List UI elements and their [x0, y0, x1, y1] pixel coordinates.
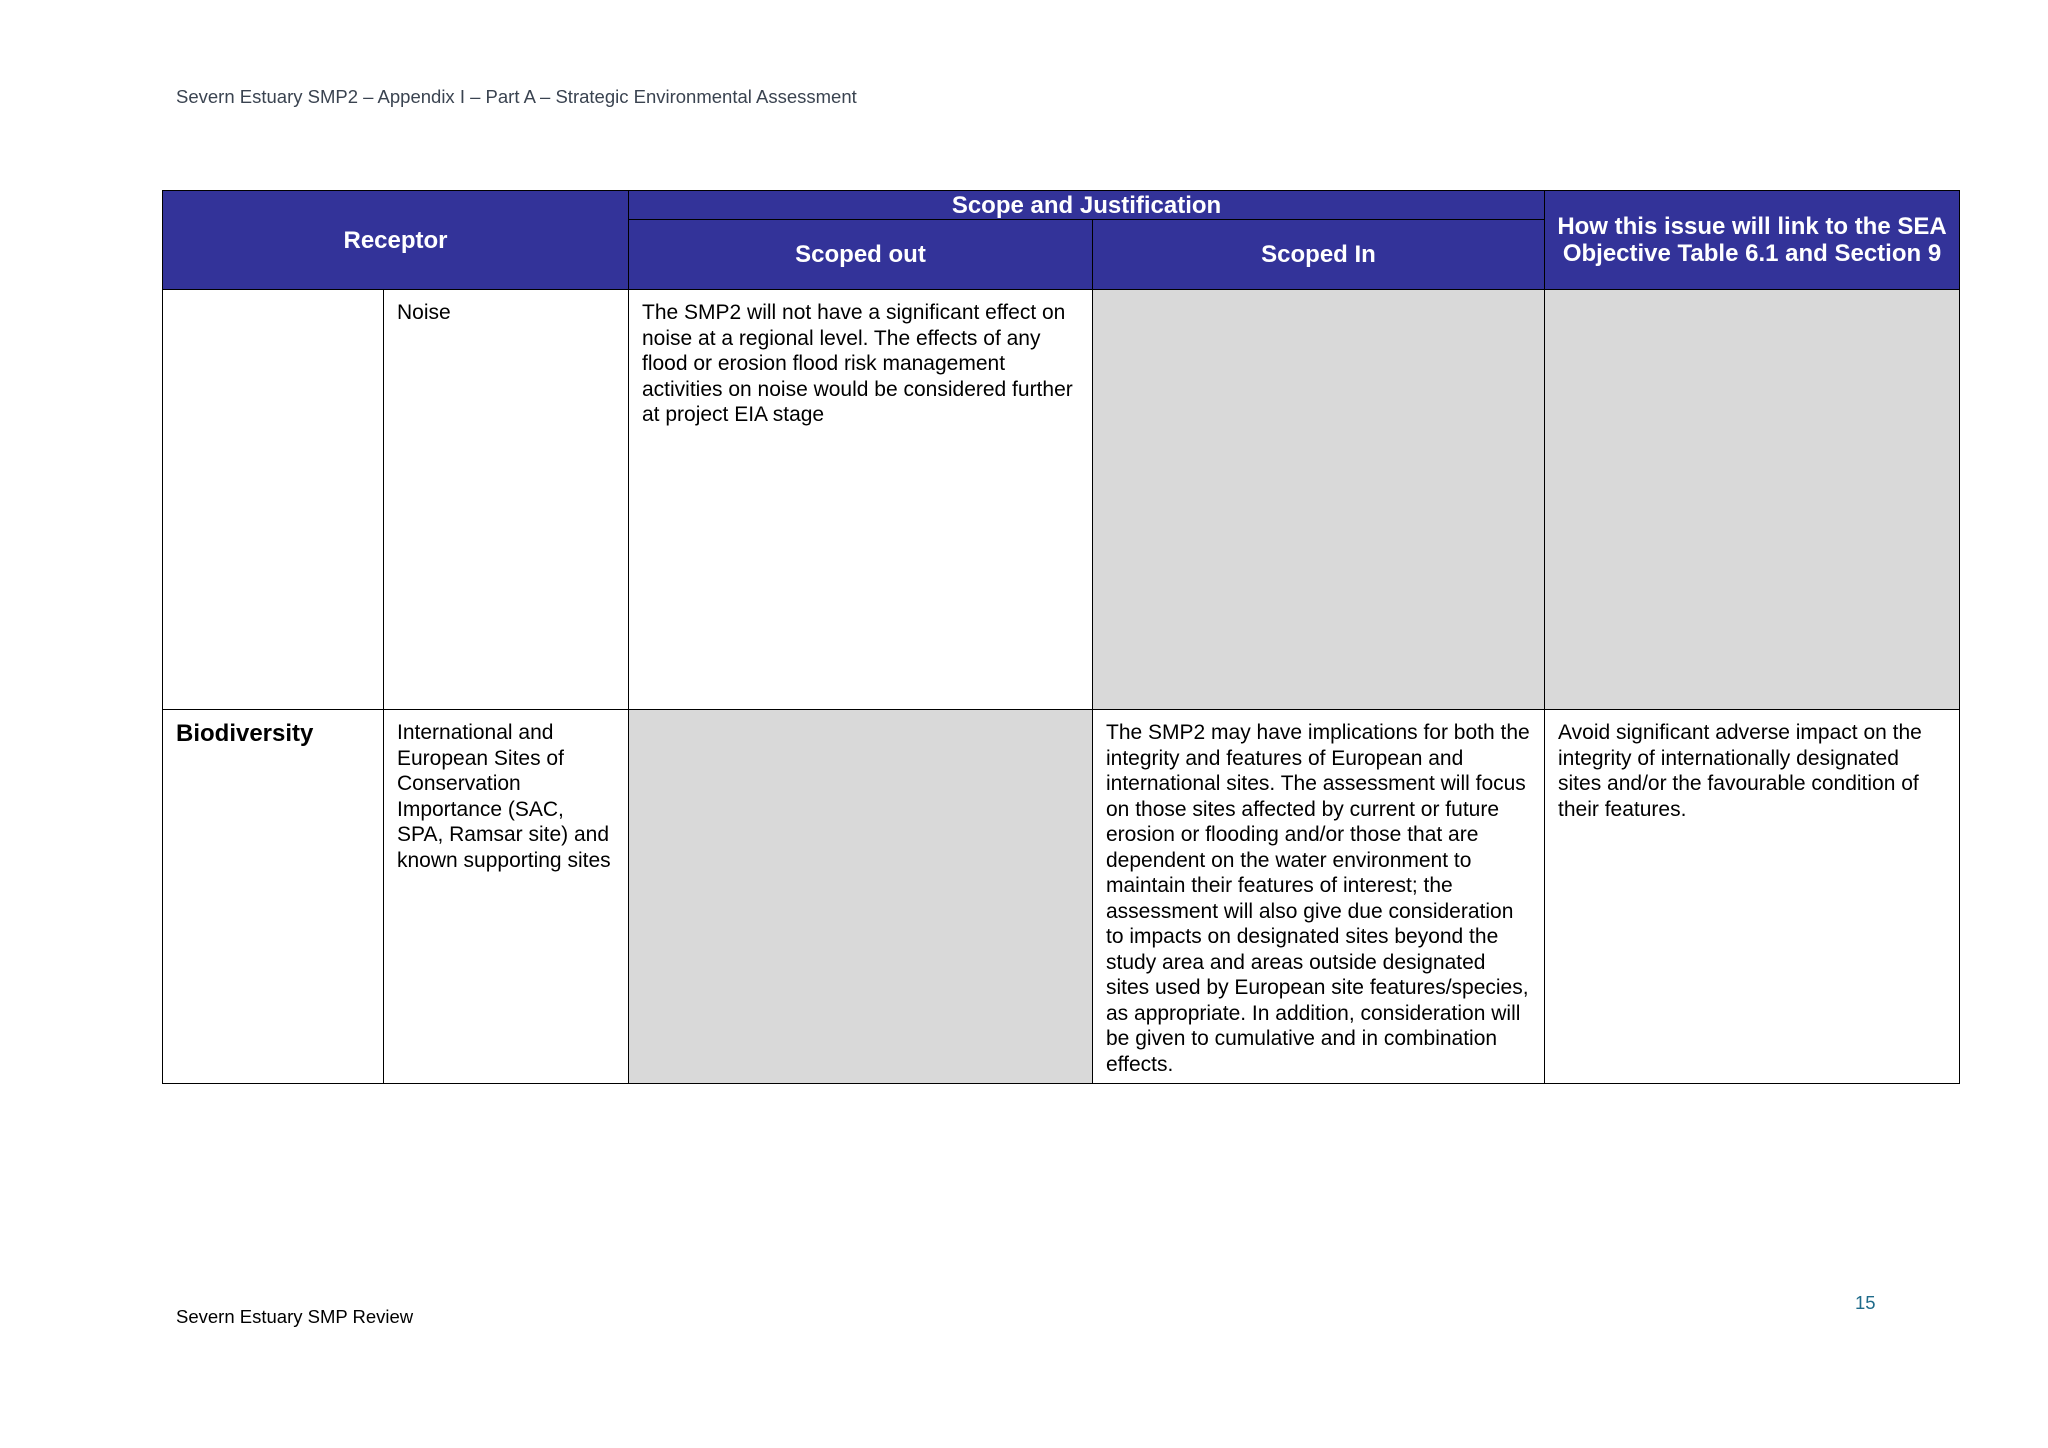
running-header: Severn Estuary SMP2 – Appendix I – Part A – Strategic Environmental Assessment	[176, 86, 857, 107]
row-scoped-in: The SMP2 may have implications for both the integrity and features of European and international sites. The assessment will focus on those sites affected by current or future erosion or flooding and/or those that are dependent on the water environment to maintain their features of interest; the assessment will also give due consideration to impacts on designated sites beyond the study area and areas outside designated sites used by European site features/species, as appropriate. In addition, consideration will be given to cumulative and in combination effects.	[1093, 710, 1545, 1084]
row-scoped-out	[629, 710, 1093, 1084]
header-scoped-out: Scoped out	[629, 220, 1093, 290]
header-scope-and-justification: Scope and Justification	[629, 191, 1545, 220]
header-sea-objective-link: How this issue will link to the SEA Objective Table 6.1 and Section 9	[1545, 191, 1960, 290]
row-scoped-in	[1093, 290, 1545, 710]
row-receptor: International and European Sites of Conservation Importance (SAC, SPA, Ramsar site) and known supporting sites	[384, 710, 629, 1084]
row-category	[163, 290, 384, 710]
row-receptor: Noise	[384, 290, 629, 710]
header-scoped-in: Scoped In	[1093, 220, 1545, 290]
page-number: 15	[1855, 1292, 1876, 1313]
header-receptor: Receptor	[163, 191, 629, 290]
table-row	[163, 710, 1960, 1084]
sea-scoping-table	[162, 190, 1960, 1084]
row-sea-link: Avoid significant adverse impact on the integrity of internationally designated sites and/or the favourable condition of their features.	[1545, 710, 1960, 1084]
row-sea-link	[1545, 290, 1960, 710]
row-category: Biodiversity	[163, 710, 384, 1084]
footer-title: Severn Estuary SMP Review	[176, 1306, 414, 1327]
row-scoped-out: The SMP2 will not have a significant effect on noise at a regional level. The effects of any flood or erosion flood risk management activities on noise would be considered further at project EIA stage	[629, 290, 1093, 710]
table-row	[163, 290, 1960, 710]
